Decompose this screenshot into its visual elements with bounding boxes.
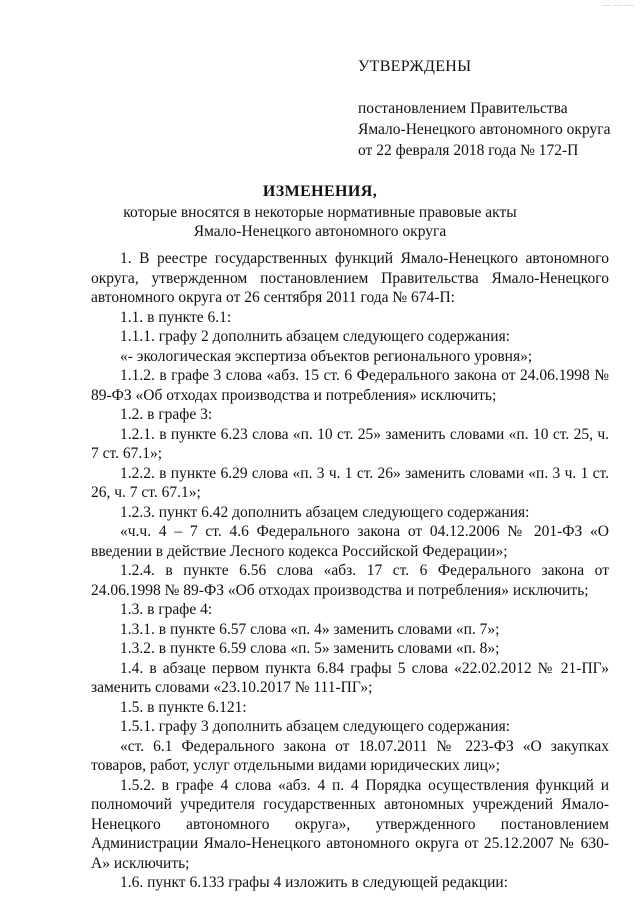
paragraph: 1.5. в пункте 6.121: [120, 698, 247, 716]
paragraph: 1.1. в пункте 6.1: [120, 308, 232, 326]
paragraph: 1.2.3. пункт 6.42 дополнить абзацем следующего содержания: [120, 503, 530, 521]
paragraph: «- экологическая экспертиза объектов регионального уровня»; [120, 347, 533, 365]
paragraph: «ст. 6.1 Федерального закона от 18.07.2011 № 223-ФЗ «О закупках товаров, работ, услуг отдельными видами юридических лиц»; [91, 737, 609, 774]
paragraph: 1.2. в графе 3: [120, 406, 213, 423]
paragraph: 1.2.4. в пункте 6.56 слова «абз. 17 ст. 6 Федерального закона от 24.06.1998 № 89-ФЗ «Об отходах производства и потребления» исключить; [91, 562, 609, 599]
document-body [91, 249, 609, 893]
paragraph: 1.2.1. в пункте 6.23 слова «п. 10 ст. 25» заменить словами «п. 10 ст. 25, ч. 7 ст. 67.1»; [91, 425, 609, 462]
approval-heading: УТВЕРЖДЕНЫ [358, 58, 472, 75]
paragraph: 1.5.1. графу 3 дополнить абзацем следующего содержания: [120, 718, 511, 735]
paragraph: 1.3.1. в пункте 6.57 слова «п. 4» заменить словами «п. 7»; [120, 620, 500, 638]
approval-line: Ямало-Ненецкого автономного округа [358, 121, 611, 138]
paragraph: 1.2.2. в пункте 6.29 слова «п. 3 ч. 1 ст. 26» заменить словами «п. 3 ч. 1 ст. 26, ч. 7 ст. 67.1»; [91, 464, 609, 501]
approval-basis [358, 98, 610, 161]
paragraph: 1.4. в абзаце первом пункта 6.84 графы 5 слова «22.02.2012 № 21-ПГ» заменить словами «23.10.2017 № 111-ПГ»; [91, 659, 609, 696]
paragraph: 1.1.2. в графе 3 слова «абз. 15 ст. 6 Федерального закона от 24.06.1998 № 89-ФЗ «Об отходах производства и потребления» исключить; [91, 367, 609, 404]
paragraph: 1.6. пункт 6.133 графы 4 изложить в следующей редакции: [120, 874, 508, 891]
paragraph: 1. В реестре государственных функций Ямало-Ненецкого автономного округа, утвержденном постановлением Правительства Ямало-Ненецкого автономного округа от 26 сентября 2011 года № 674-П: [91, 250, 609, 306]
subtitle-line: Ямало-Ненецкого автономного округа [193, 223, 447, 240]
paragraph: 1.3. в графе 4: [120, 601, 213, 618]
approval-line: постановлением Правительства [358, 100, 568, 117]
paragraph: 1.3.2. в пункте 6.59 слова «п. 5» заменить словами «п. 8»; [120, 640, 500, 657]
approval-line: от 22 февраля 2018 года № 172-П [358, 142, 579, 159]
document-title: ИЗМЕНЕНИЯ, [262, 183, 378, 200]
corner-scan-mark: — — — [602, 0, 634, 10]
paragraph: 1.1.1. графу 2 дополнить абзацем следующего содержания: [120, 328, 511, 345]
subtitle-line: которые вносятся в некоторые нормативные правовые акты [123, 204, 517, 221]
paragraph: 1.5.2. в графе 4 слова «абз. 4 п. 4 Порядка осуществления функций и полномочий учредителя государственных автономных учреждений Ямало-Ненецкого автономного округа», утвержденного постановлением Администрации Ямало-Ненецкого автономного округа от 25.12.2007 № 630-А» исключить; [91, 776, 609, 872]
paragraph: «ч.ч. 4 – 7 ст. 4.6 Федерального закона от 04.12.2006 № 201-ФЗ «О введении в действие Лесного кодекса Российской Федерации»; [91, 523, 609, 560]
document-subtitle [0, 203, 640, 241]
